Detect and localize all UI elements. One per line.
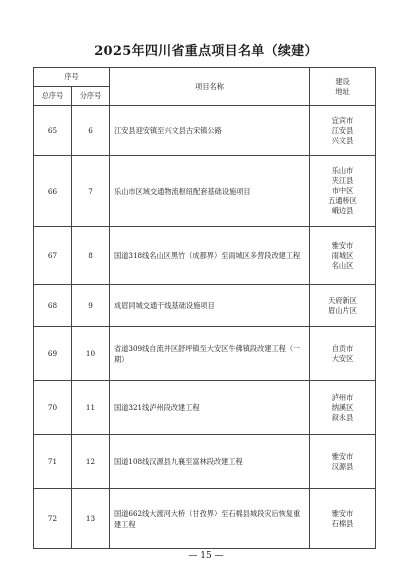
- region-line: 雅安市: [331, 240, 354, 250]
- sub-no-cell: 12: [72, 435, 110, 489]
- region-cell: [310, 106, 376, 156]
- region-cell: [310, 227, 376, 285]
- sub-no-cell: 10: [72, 327, 110, 381]
- region-line: 大安区: [331, 353, 354, 363]
- region-line: 雨城区: [331, 250, 354, 260]
- region-cell: [310, 285, 376, 327]
- region-cell: [310, 156, 376, 227]
- project-name-cell: 国道318线名山区黑竹（成都界）至雨城区多营段改建工程: [110, 227, 310, 285]
- region-cell: [310, 489, 376, 549]
- header-location-line2: 地址: [335, 86, 350, 96]
- region-line: 江安县: [331, 125, 354, 135]
- region-line: 兴文县: [331, 135, 354, 145]
- region-line: 石棉县: [331, 518, 354, 528]
- total-no-cell: 72: [34, 489, 72, 549]
- total-no-cell: 66: [34, 156, 72, 227]
- sub-no-cell: 6: [72, 106, 110, 156]
- region-line: 泸州市: [331, 392, 354, 402]
- total-no-cell: 68: [34, 285, 72, 327]
- table-row: [34, 327, 376, 381]
- region-line: 自贡市: [331, 343, 354, 353]
- region-line: 纳溪区: [331, 402, 354, 412]
- table-row: [34, 156, 376, 227]
- header-seq: 序号: [34, 68, 110, 87]
- region-line: 五通桥区: [328, 196, 357, 205]
- table-row: [34, 285, 376, 327]
- region-cell: [310, 327, 376, 381]
- total-no-cell: 65: [34, 106, 72, 156]
- project-name-cell: 乐山市区域交通物流枢纽配套基础设施项目: [110, 156, 310, 227]
- header-total-no: 总序号: [34, 87, 72, 106]
- region-line: 天府新区: [328, 295, 357, 305]
- region-cell: [310, 435, 376, 489]
- sub-no-cell: 13: [72, 489, 110, 549]
- header-project-name: 项目名称: [110, 68, 310, 106]
- region-line: 叙永县: [331, 412, 354, 422]
- sub-no-cell: 8: [72, 227, 110, 285]
- region-line: 市中区: [331, 186, 354, 195]
- region-line: 峨边县: [331, 206, 354, 215]
- region-line: 汉源县: [331, 461, 354, 471]
- total-no-cell: 71: [34, 435, 72, 489]
- region-line: 宜宾市: [331, 115, 354, 125]
- header-sub-no: 分序号: [72, 87, 110, 106]
- total-no-cell: 70: [34, 381, 72, 435]
- project-name-cell: 江安县迎安镇至兴文县古宋镇公路: [110, 106, 310, 156]
- region-line: 名山区: [331, 260, 354, 270]
- table-row: [34, 381, 376, 435]
- total-no-cell: 69: [34, 327, 72, 381]
- project-name-cell: 国道108线汉源县九襄至富林段改建工程: [110, 435, 310, 489]
- region-line: 雅安市: [331, 451, 354, 461]
- sub-no-cell: 7: [72, 156, 110, 227]
- project-name-cell: 省道309线自流井区舒坪镇至大安区牛佛镇段改建工程（一期）: [110, 327, 310, 381]
- project-table: [33, 67, 376, 549]
- region-line: 乐山市: [331, 166, 354, 175]
- page-title: 2025年四川省重点项目名单（续建）: [94, 44, 318, 59]
- project-name-cell: 成眉同城交通干线基础设施项目: [110, 285, 310, 327]
- region-cell: [310, 381, 376, 435]
- table-row: [34, 106, 376, 156]
- table-row: [34, 489, 376, 549]
- header-row: [34, 68, 376, 87]
- sub-no-cell: 9: [72, 285, 110, 327]
- region-line: 夹江县: [331, 176, 354, 185]
- region-line: 眉山片区: [328, 305, 357, 315]
- table-row: [34, 435, 376, 489]
- header-location-line1: 建设: [335, 76, 350, 86]
- header-location: [310, 68, 376, 106]
- table-row: [34, 227, 376, 285]
- project-name-cell: 国道321线泸州段改建工程: [110, 381, 310, 435]
- page-number: — 15 —: [188, 551, 224, 561]
- total-no-cell: 67: [34, 227, 72, 285]
- sub-no-cell: 11: [72, 381, 110, 435]
- region-line: 雅安市: [331, 508, 354, 518]
- project-name-cell: 国道662线大渡河大桥（甘孜界）至石棉县城段灾后恢复重建工程: [110, 489, 310, 549]
